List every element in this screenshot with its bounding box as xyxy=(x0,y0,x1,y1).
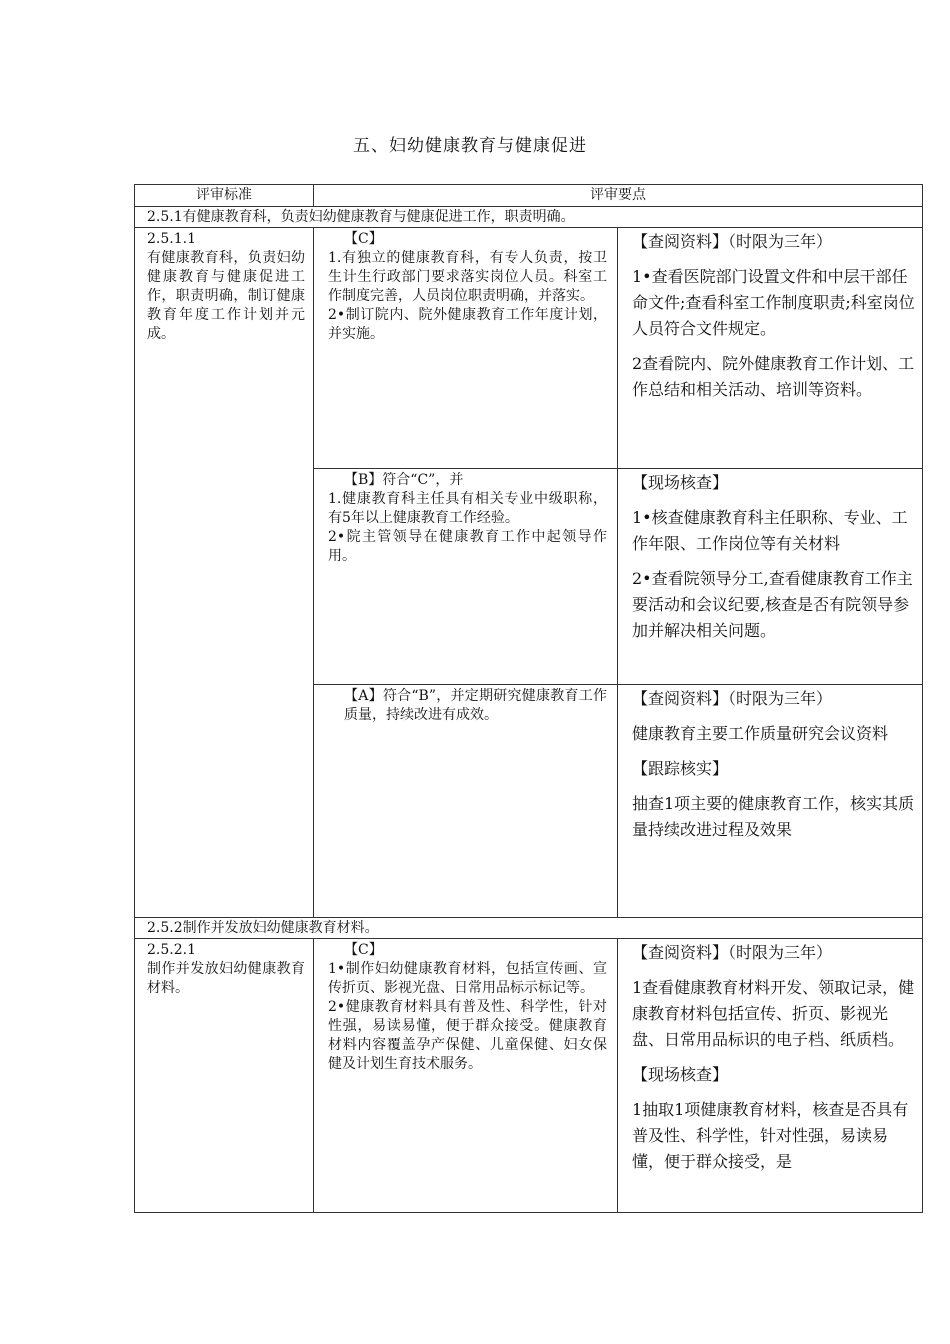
check-item: 1抽取1项健康教育材料，核查是否具有普及性、科学性，针对性强，易读易懂，便于群众接受，是 xyxy=(632,1100,909,1171)
grade-label: 【A】符合“B”，并定期研究健康教育工作质量，持续改进有成效。 xyxy=(344,688,607,723)
item-text: 制作并发放妇幼健康教育材料。 xyxy=(147,961,305,996)
check-heading: 【查阅资料】（时限为三年） xyxy=(632,232,833,251)
table-row xyxy=(135,228,923,469)
grade-label: 【C】 xyxy=(344,942,383,958)
grade-item: 1•制作妇幼健康教育材料，包括宣传画、宣传折页、影视光盘、日常用品标示标记等。 xyxy=(328,961,607,996)
grade-c-cell xyxy=(314,228,618,469)
check-item: 1•核查健康教育科主任职称、专业、工作年限、工作岗位等有关材料 xyxy=(632,508,908,553)
table-row xyxy=(135,939,923,1213)
check-heading: 【查阅资料】（时限为三年） xyxy=(632,689,833,708)
grade-item: 2•健康教育材料具有普及性、科学性，针对性强，易读易懂，便于群众接受。健康教育材料内容覆盖孕产保健、儿童保健、妇女保健及计划生育技术服务。 xyxy=(328,999,607,1072)
check-cell xyxy=(618,469,923,685)
check-item: 健康教育主要工作质量研究会议资料 xyxy=(632,724,889,743)
check-heading: 【查阅资料】（时限为三年） xyxy=(632,943,833,962)
item-code: 2.5.1.1 xyxy=(147,231,196,247)
item-text: 有健康教育科，负责妇幼健康教育与健康促进工作，职责明确，制订健康教育年度工作计划并元成。 xyxy=(147,250,305,342)
header-standard: 评审标准 xyxy=(135,185,314,207)
check-item: 2•查看院领导分工,查看健康教育工作主要活动和会议纪要,核查是否有院领导参加并解决相关问题。 xyxy=(632,569,913,640)
item-code: 2.5.2.1 xyxy=(147,942,196,958)
section-row xyxy=(135,918,923,939)
grade-c-cell xyxy=(314,939,618,1213)
check-item: 1•查看医院部门设置文件和中层干部任命文件;查看科室工作制度职责;科室岗位人员符合文件规定。 xyxy=(632,267,915,338)
standard-cell xyxy=(135,228,314,918)
grade-a-cell xyxy=(314,685,618,918)
section-row xyxy=(135,207,923,228)
check-item: 2查看院内、院外健康教育工作计划、工作总结和相关活动、培训等资料。 xyxy=(632,354,915,399)
section-title: 2.5.1有健康教育科，负责妇幼健康教育与健康促进工作，职责明确。 xyxy=(135,207,923,228)
check-cell xyxy=(618,685,923,918)
check-heading: 【现场核查】 xyxy=(632,1065,729,1084)
check-item: 抽查1项主要的健康教育工作，核实其质量持续改进过程及效果 xyxy=(632,794,915,839)
grade-b-cell xyxy=(314,469,618,685)
grade-item: 1.有独立的健康教育科，有专人负责，按卫生计生行政部门要求落实岗位人员。科室工作制度完善，人员岗位职责明确，并落实。 xyxy=(328,250,607,304)
check-cell xyxy=(618,939,923,1213)
grade-label: 【B】符合“C”，并 xyxy=(344,472,464,488)
grade-item: 2•院主管领导在健康教育工作中起领导作用。 xyxy=(328,529,607,564)
header-points: 评审要点 xyxy=(314,185,923,207)
check-heading: 【现场核查】 xyxy=(632,473,729,492)
check-cell xyxy=(618,228,923,469)
page-title: 五、妇幼健康教育与健康促进 xyxy=(353,136,587,156)
grade-label: 【C】 xyxy=(344,231,383,247)
standard-cell xyxy=(135,939,314,1213)
check-heading: 【跟踪核实】 xyxy=(632,759,729,778)
grade-item: 2•制订院内、院外健康教育工作年度计划，并实施。 xyxy=(328,307,607,342)
check-item: 1查看健康教育材料开发、领取记录，健康教育材料包括宣传、折页、影视光盘、日常用品标识的电子档、纸质档。 xyxy=(632,978,915,1049)
section-title: 2.5.2制作并发放妇幼健康教育材料。 xyxy=(135,918,923,939)
grade-item: 1.健康教育科主任具有相关专业中级职称，有5年以上健康教育工作经验。 xyxy=(328,491,607,526)
table-header-row xyxy=(135,185,923,207)
review-table xyxy=(134,184,923,1213)
